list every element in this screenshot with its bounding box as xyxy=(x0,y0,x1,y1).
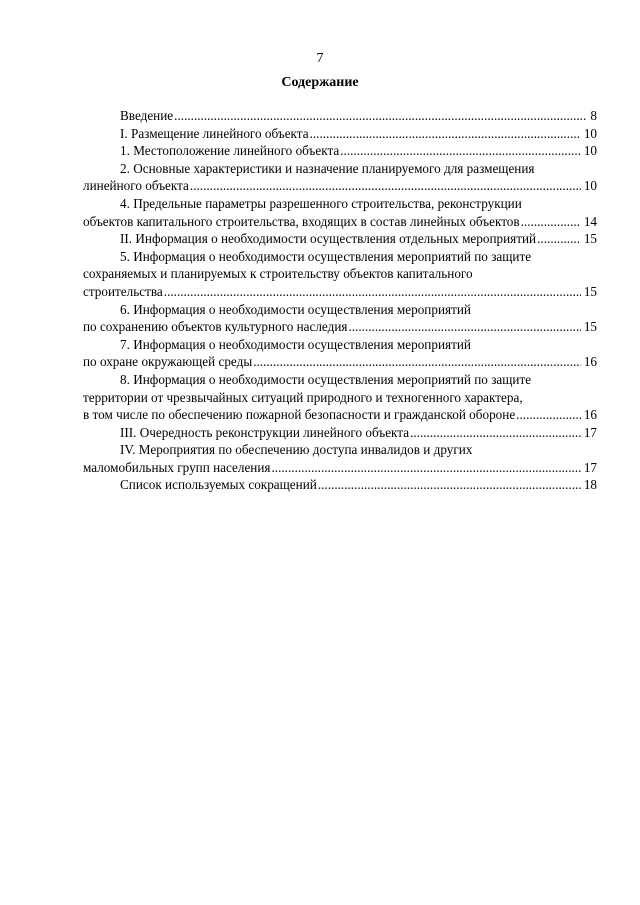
toc-entry[interactable] xyxy=(83,336,597,371)
toc-entry-text: II. Информация о необходимости осуществления отдельных мероприятий xyxy=(120,231,537,247)
toc-entry[interactable] xyxy=(83,476,597,494)
toc-entry[interactable] xyxy=(83,441,597,476)
toc-page-number: 15 xyxy=(583,231,597,247)
toc-entry[interactable] xyxy=(83,301,597,336)
toc-entry-text: маломобильных групп населения xyxy=(83,459,271,475)
toc-leader-dots xyxy=(318,476,581,494)
toc-entry-text: 6. Информация о необходимости осуществления мероприятий xyxy=(120,301,471,317)
toc-page-number: 16 xyxy=(583,354,597,370)
toc-page-number: 8 xyxy=(590,108,597,123)
toc-leader-dots xyxy=(174,107,587,125)
toc-page-number: 16 xyxy=(583,407,597,423)
toc-page-number: 17 xyxy=(583,459,597,475)
toc-entry-text: IV. Мероприятия по обеспечению доступа инвалидов и других xyxy=(120,442,473,458)
page-number: 7 xyxy=(316,51,324,66)
toc-page-number: 14 xyxy=(583,213,597,229)
toc-entry-text: 4. Предельные параметры разрешенного строительства, реконструкции xyxy=(120,195,522,211)
toc-entry[interactable] xyxy=(83,424,597,442)
toc-entry-text: объектов капитального строительства, входящих в состав линейных объектов xyxy=(83,213,520,229)
toc-entry[interactable] xyxy=(83,195,597,230)
toc-entry[interactable] xyxy=(83,160,597,195)
toc-leader-dots xyxy=(340,142,581,160)
toc-entry[interactable] xyxy=(83,142,597,160)
table-of-contents xyxy=(83,107,597,494)
toc-page-number: 10 xyxy=(583,143,597,159)
toc-leader-dots xyxy=(271,459,580,477)
toc-entry-text: III. Очередность реконструкции линейного объекта xyxy=(120,424,410,440)
toc-entry-text: строительства xyxy=(83,283,163,299)
toc-entry-text: Список используемых сокращений xyxy=(120,477,317,493)
toc-leader-dots xyxy=(253,353,581,371)
toc-entry-text: территории от чрезвычайных ситуаций природного и техногенного характера, xyxy=(83,389,523,405)
toc-entry[interactable] xyxy=(83,230,597,248)
toc-entry[interactable] xyxy=(83,248,597,301)
toc-leader-dots xyxy=(521,213,581,231)
toc-entry[interactable] xyxy=(83,107,597,125)
toc-leader-dots xyxy=(348,318,580,336)
toc-page-number: 17 xyxy=(583,424,597,440)
toc-page-number: 15 xyxy=(583,283,597,299)
toc-leader-dots xyxy=(516,406,581,424)
toc-entry-text: Введение xyxy=(120,108,174,123)
toc-entry-text: 5. Информация о необходимости осуществления мероприятий по защите xyxy=(120,248,532,264)
toc-leader-dots xyxy=(164,283,581,301)
toc-leader-dots xyxy=(190,177,581,195)
toc-page-number: 15 xyxy=(583,319,597,335)
toc-entry-text: 7. Информация о необходимости осуществления мероприятий xyxy=(120,336,471,352)
toc-page-number: 18 xyxy=(583,477,597,493)
toc-entry-text: по сохранению объектов культурного наследия xyxy=(83,319,348,335)
toc-entry-text: 1. Местоположение линейного объекта xyxy=(120,143,340,159)
toc-leader-dots xyxy=(310,125,581,143)
toc-page-number: 10 xyxy=(583,178,597,194)
toc-entry-text: в том числе по обеспечению пожарной безопасности и гражданской обороне xyxy=(83,407,516,423)
toc-entry-text: по охране окружающей среды xyxy=(83,354,253,370)
toc-entry[interactable] xyxy=(83,125,597,143)
toc-title: Содержание xyxy=(281,75,359,90)
toc-entry-text: 8. Информация о необходимости осуществления мероприятий по защите xyxy=(120,371,532,387)
toc-entry[interactable] xyxy=(83,371,597,424)
toc-entry-text: I. Размещение линейного объекта xyxy=(120,125,309,141)
toc-entry-text: сохраняемых и планируемых к строительству объектов капитального xyxy=(83,266,473,282)
toc-leader-dots xyxy=(537,230,581,248)
toc-entry-text: линейного объекта xyxy=(83,178,189,194)
toc-entry-text: 2. Основные характеристики и назначение планируемого для размещения xyxy=(120,160,535,176)
toc-leader-dots xyxy=(410,424,581,442)
toc-page-number: 10 xyxy=(583,125,597,141)
